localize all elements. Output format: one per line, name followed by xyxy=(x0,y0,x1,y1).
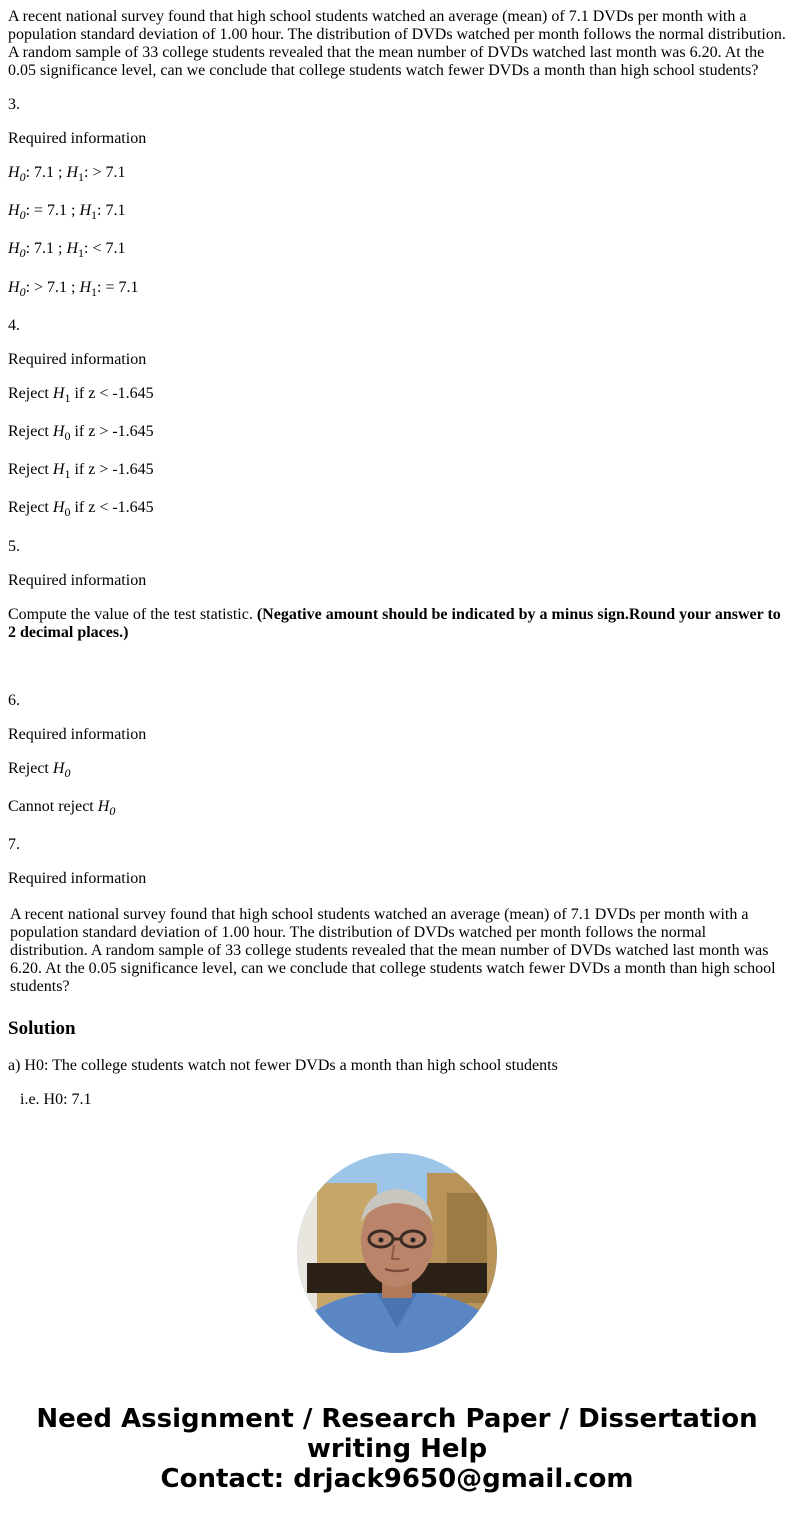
q4-label: Required information xyxy=(8,351,147,368)
option-text: : 7.1 ; xyxy=(25,164,67,181)
q7-number: 7. xyxy=(8,836,20,853)
option-text: Reject xyxy=(8,423,53,440)
h-symbol: H xyxy=(8,164,20,181)
solution-title: Solution xyxy=(8,1018,76,1039)
q6-option-cannot-reject[interactable] xyxy=(8,798,115,816)
q7-question: A recent national survey found that high school students watched an average (mean) of 7.1 DVDs per month with a population standard deviation of 1.00 hour. The distribution of DVDs watched per month follows the normal distribution. A random sample of 33 college students revealed that the mean number of DVDs watched last month was 6.20. At the 0.05 significance level, can we conclude that college students watch fewer DVDs a month than high school students? xyxy=(10,906,776,995)
footer-help-text: Need Assignment / Research Paper / Dissertation writing Help xyxy=(36,1404,758,1464)
q5-instruction: (Negative amount should be indicated by a minus sign.Round your answer to 2 decimal places.) xyxy=(8,606,781,641)
q6-label: Required information xyxy=(8,726,147,743)
h-symbol: H xyxy=(52,385,65,402)
q3-option-4[interactable] xyxy=(8,279,139,297)
option-text: Reject xyxy=(8,385,53,402)
option-text: Reject xyxy=(8,760,53,777)
h-subscript: 0 xyxy=(64,429,71,443)
option-text: Reject xyxy=(8,461,53,478)
h-symbol: H xyxy=(79,279,92,296)
q3-number: 3. xyxy=(8,96,20,113)
h-symbol: H xyxy=(52,499,65,516)
h-symbol: H xyxy=(8,279,20,296)
q3-label: Required information xyxy=(8,130,147,147)
option-text: if z < -1.645 xyxy=(70,385,154,402)
q4-number: 4. xyxy=(8,317,20,334)
option-text: : > 7.1 xyxy=(84,164,126,181)
h1-subscript: 1 xyxy=(78,170,85,184)
q4-option-2[interactable] xyxy=(8,423,154,441)
option-text: : < 7.1 xyxy=(84,240,126,257)
h-symbol: H xyxy=(52,423,65,440)
q4-option-1[interactable] xyxy=(8,385,154,403)
h-symbol: H xyxy=(66,240,79,257)
option-text: : 7.1 xyxy=(97,202,126,219)
option-text: : > 7.1 ; xyxy=(25,279,80,296)
h-symbol: H xyxy=(8,202,20,219)
h-subscript: 0 xyxy=(64,505,71,519)
h-symbol: H xyxy=(79,202,92,219)
solution-line-a: a) H0: The college students watch not fewer DVDs a month than high school students xyxy=(8,1057,558,1074)
h0-subscript: 0 xyxy=(19,246,26,260)
q6-option-reject[interactable] xyxy=(8,760,70,778)
q5-label: Required information xyxy=(8,572,147,589)
option-text: if z < -1.645 xyxy=(70,499,154,516)
footer-banner xyxy=(0,1404,794,1494)
h-symbol: H xyxy=(66,164,79,181)
h0-subscript: 0 xyxy=(64,766,71,780)
h1-subscript: 1 xyxy=(91,208,98,222)
h0-subscript: 0 xyxy=(19,285,26,299)
h-symbol: H xyxy=(52,760,65,777)
h-subscript: 1 xyxy=(64,467,71,481)
q4-option-3[interactable] xyxy=(8,461,154,479)
h1-subscript: 1 xyxy=(91,285,98,299)
option-text: Reject xyxy=(8,499,53,516)
intro-paragraph: A recent national survey found that high school students watched an average (mean) of 7.1 DVDs per month with a population standard deviation of 1.00 hour. The distribution of DVDs watched per month follows the normal distribution. A random sample of 33 college students revealed that the mean number of DVDs watched last month was 6.20. At the 0.05 significance level, can we conclude that college students watch fewer DVDs a month than high school students? xyxy=(8,8,786,79)
h0-subscript: 0 xyxy=(109,804,116,818)
option-text: Cannot reject xyxy=(8,798,98,815)
option-text: if z > -1.645 xyxy=(70,461,154,478)
option-text: if z > -1.645 xyxy=(70,423,154,440)
h-symbol: H xyxy=(97,798,110,815)
avatar xyxy=(297,1153,497,1353)
q5-text: Compute the value of the test statistic. xyxy=(8,606,257,623)
option-text: : = 7.1 ; xyxy=(25,202,80,219)
footer-contact[interactable]: Contact: drjack9650@gmail.com xyxy=(160,1464,634,1494)
q5-question xyxy=(8,606,788,642)
h-subscript: 1 xyxy=(64,391,71,405)
h0-subscript: 0 xyxy=(19,208,26,222)
h0-subscript: 0 xyxy=(19,170,26,184)
option-text: : = 7.1 xyxy=(97,279,139,296)
h-symbol: H xyxy=(8,240,20,257)
q6-number: 6. xyxy=(8,692,20,709)
h-symbol: H xyxy=(52,461,65,478)
q7-label: Required information xyxy=(8,870,147,887)
q4-option-4[interactable] xyxy=(8,499,154,517)
q3-option-1[interactable] xyxy=(8,164,125,182)
h1-subscript: 1 xyxy=(78,246,85,260)
option-text: : 7.1 ; xyxy=(25,240,67,257)
q3-option-3[interactable] xyxy=(8,240,125,258)
q5-number: 5. xyxy=(8,538,20,555)
q3-option-2[interactable] xyxy=(8,202,126,220)
solution-line-ie: i.e. H0: 7.1 xyxy=(20,1091,92,1108)
avatar-portrait xyxy=(297,1153,497,1353)
